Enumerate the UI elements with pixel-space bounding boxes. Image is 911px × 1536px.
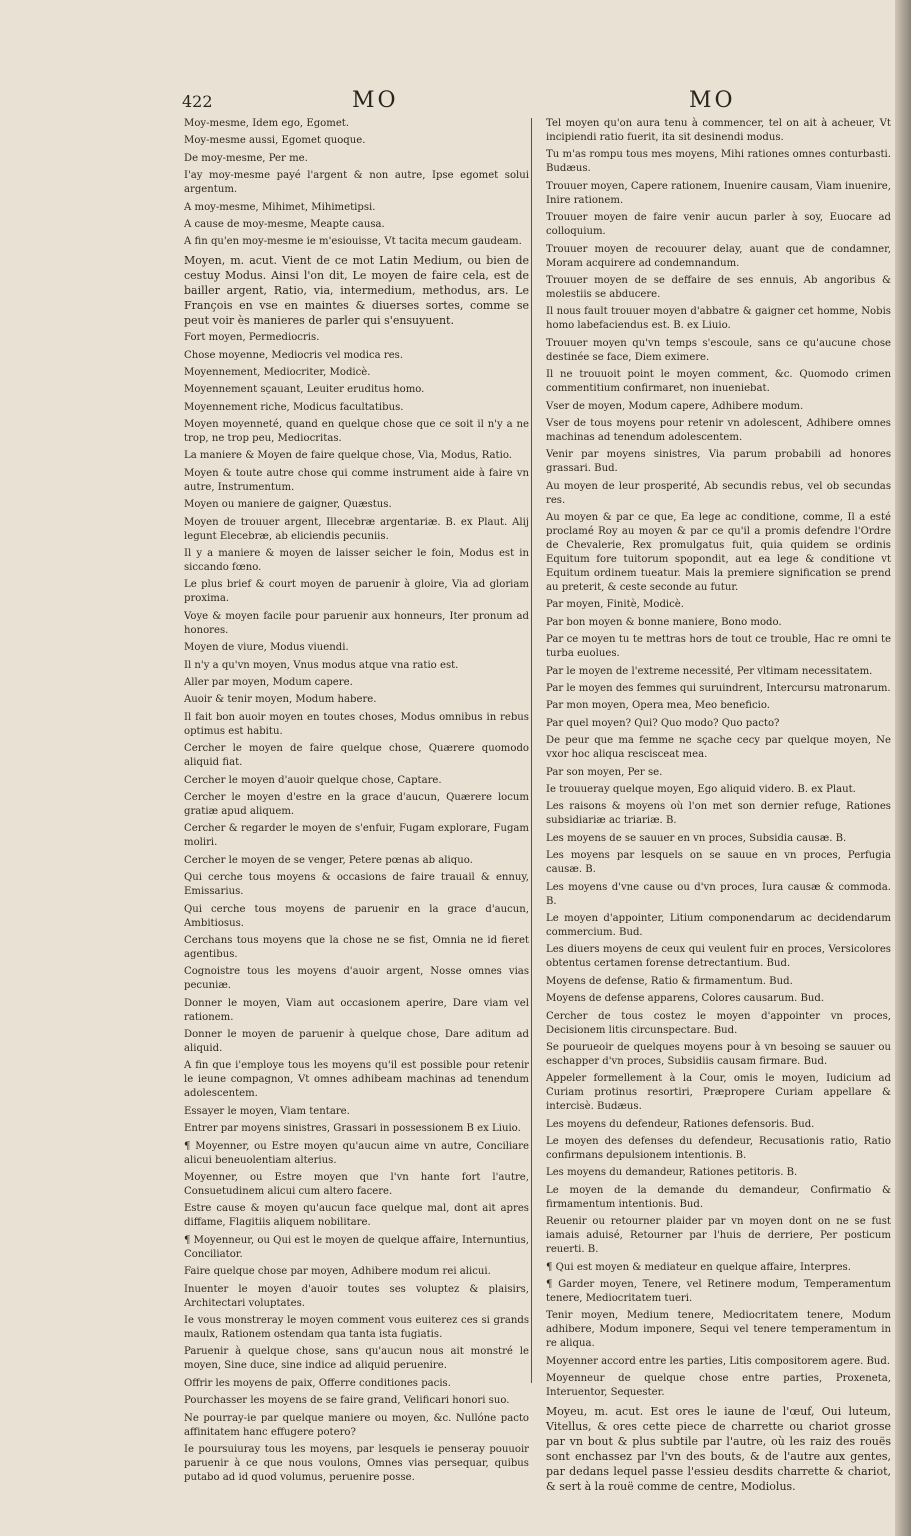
dictionary-entry: Pourchasser les moyens de se faire grand, Velificari honori suo. bbox=[184, 1395, 510, 1407]
dictionary-entry: Il fait bon auoir moyen en toutes choses, Modus omnibus in rebus optimus est habitu. bbox=[184, 711, 529, 737]
dictionary-entry: Essayer le moyen, Viam tentare. bbox=[184, 1105, 350, 1117]
dictionary-entry: Moyen moyenneté, quand en quelque chose que ce soit il n'y a ne trop, ne trop peu, Mediocritas. bbox=[184, 419, 529, 445]
dictionary-entry: Ie trouueray quelque moyen, Ego aliquid videro. B. ex Plaut. bbox=[546, 783, 856, 795]
dictionary-entry: Tenir moyen, Medium tenere, Mediocritatem tenere, Modum adhibere, Modum imponere, Sequi vel tenere temperamentum in re aliqua. bbox=[546, 1310, 891, 1350]
dictionary-entry: Moy-mesme aussi, Egomet quoque. bbox=[184, 135, 366, 147]
dictionary-entry: De peur que ma femme ne sçache cecy par quelque moyen, Ne vxor hoc aliqua rescisceat mea. bbox=[546, 735, 891, 761]
dictionary-entry: Cercher le moyen de se venger, Petere pœnas ab aliquo. bbox=[184, 854, 473, 866]
dictionary-entry: Moyen de viure, Modus viuendi. bbox=[184, 642, 349, 654]
dictionary-entry: Les moyens d'vne cause ou d'vn proces, Iura causæ & commoda. B. bbox=[546, 881, 891, 907]
dictionary-entry: Estre cause & moyen qu'aucun face quelque mal, dont ait apres diffame, Flagitiis aliquem nobilitare. bbox=[184, 1203, 529, 1229]
dictionary-entry: Le moyen de la demande du demandeur, Confirmatio & firmamentum intentionis. Bud. bbox=[546, 1184, 891, 1210]
dictionary-entry: Reuenir ou retourner plaider par vn moyen dont on ne se fust iamais aduisé, Retourner par l'huis de derriere, Per posticum reuerti. B. bbox=[546, 1216, 891, 1256]
dictionary-entry: Le moyen des defenses du defendeur, Recusationis ratio, Ratio confirmans depulsionem intentionis. B. bbox=[546, 1136, 891, 1162]
dictionary-entry: Fort moyen, Permediocris. bbox=[184, 332, 320, 344]
dictionary-entry: Les moyens du demandeur, Rationes petitoris. B. bbox=[546, 1167, 798, 1179]
dictionary-entry: Moyenneur de quelque chose entre parties, Proxeneta, Interuentor, Sequester. bbox=[546, 1373, 891, 1399]
right-column bbox=[546, 117, 891, 1497]
dictionary-entry: Trouuer moyen qu'vn temps s'escoule, sans ce qu'aucune chose destinée se face, Diem eximere. bbox=[546, 337, 891, 363]
dictionary-entry: Trouuer moyen de faire venir aucun parler à soy, Euocare ad colloquium. bbox=[546, 212, 891, 238]
dictionary-entry: Par mon moyen, Opera mea, Meo beneficio. bbox=[546, 700, 770, 712]
dictionary-entry: ¶ Moyenneur, ou Qui est le moyen de quelque affaire, Internuntius, Conciliator. bbox=[184, 1234, 529, 1260]
dictionary-entry: Qui cerche tous moyens & occasions de faire trauail & ennuy, Emissarius. bbox=[184, 872, 529, 898]
dictionary-entry: Moyen de trouuer argent, Illecebræ argentariæ. B. ex Plaut. Alij legunt Elecebræ, ab eliciendis pecuniis. bbox=[184, 516, 529, 542]
dictionary-entry: Offrir les moyens de paix, Offerre conditiones pacis. bbox=[184, 1377, 451, 1389]
dictionary-entry: Paruenir à quelque chose, sans qu'aucun nous ait monstré le moyen, Sine duce, sine indice ad aliquid peruenire. bbox=[184, 1346, 529, 1372]
dictionary-entry: A cause de moy-mesme, Meapte causa. bbox=[184, 218, 385, 230]
dictionary-entry: Moyen, m. acut. Vient de ce mot Latin Medium, ou bien de cestuy Modus. Ainsi l'on dit, Le moyen de faire cela, est de bailler argent, Ratio, via, intermedium, methodus, ars. Le François en vse en maintes & diuerses sortes, comme se peut voir ès manieres de parler qui s'ensuyuent. bbox=[184, 253, 529, 327]
dictionary-entry: Les raisons & moyens où l'on met son dernier refuge, Rationes subsidiariæ ac triariæ. B. bbox=[546, 801, 891, 827]
dictionary-entry: De moy-mesme, Per me. bbox=[184, 152, 308, 164]
running-header-left: MO bbox=[352, 88, 399, 113]
dictionary-entry: Se pourueoir de quelques moyens pour à vn besoing se sauuer ou eschapper d'vn proces, Subsidiis causam firmare. Bud. bbox=[546, 1041, 891, 1067]
dictionary-entry: Vser de moyen, Modum capere, Adhibere modum. bbox=[546, 400, 804, 412]
dictionary-entry: Cercher de tous costez le moyen d'appointer vn proces, Decisionem litis circunspectare. Bud. bbox=[546, 1010, 891, 1036]
dictionary-entry: Moyenner accord entre les parties, Litis compositorem agere. Bud. bbox=[546, 1355, 891, 1367]
dictionary-entry: Qui cerche tous moyens de paruenir en la grace d'aucun, Ambitiosus. bbox=[184, 903, 529, 929]
dictionary-entry: Il n'y a qu'vn moyen, Vnus modus atque vna ratio est. bbox=[184, 659, 459, 671]
dictionary-entry: Moyennement, Mediocriter, Modicè. bbox=[184, 366, 371, 378]
dictionary-entry: Cognoistre tous les moyens d'auoir argent, Nosse omnes vias pecuniæ. bbox=[184, 966, 529, 992]
dictionary-entry: Moyen ou maniere de gaigner, Quæstus. bbox=[184, 499, 392, 511]
dictionary-entry: Moyens de defense apparens, Colores causarum. Bud. bbox=[546, 993, 825, 1005]
dictionary-entry: Les moyens par lesquels on se sauue en vn proces, Perfugia causæ. B. bbox=[546, 850, 891, 876]
dictionary-entry: Moy-mesme, Idem ego, Egomet. bbox=[184, 118, 350, 129]
dictionary-entry: I'ay moy-mesme payé l'argent & non autre, Ipse egomet solui argentum. bbox=[184, 170, 529, 196]
dictionary-entry: Donner le moyen, Viam aut occasionem aperire, Dare viam vel rationem. bbox=[184, 997, 529, 1023]
dictionary-entry: Trouuer moyen de se deffaire de ses ennuis, Ab angoribus & molestiis se abducere. bbox=[546, 274, 891, 300]
dictionary-entry: Vser de tous moyens pour retenir vn adolescent, Adhibere omnes machinas ad tenendum adolescentem. bbox=[546, 417, 891, 443]
dictionary-entry: A moy-mesme, Mihimet, Mihimetipsi. bbox=[184, 201, 376, 213]
dictionary-entry: Par bon moyen & bonne maniere, Bono modo. bbox=[546, 616, 782, 628]
dictionary-entry: Au moyen de leur prosperité, Ab secundis rebus, vel ob secundas res. bbox=[546, 480, 891, 506]
running-header-right: MO bbox=[689, 88, 736, 113]
dictionary-entry: Cercher & regarder le moyen de s'enfuir, Fugam explorare, Fugam moliri. bbox=[184, 823, 529, 849]
dictionary-entry: Tel moyen qu'on aura tenu à commencer, tel on ait à acheuer, Vt incipiendi ratio fuerit, ita sit desinendi modus. bbox=[546, 118, 891, 143]
dictionary-entry: Cercher le moyen d'auoir quelque chose, Captare. bbox=[184, 774, 442, 786]
dictionary-entry: La maniere & Moyen de faire quelque chose, Via, Modus, Ratio. bbox=[184, 450, 512, 462]
dictionary-entry: Moyeu, m. acut. Est ores le iaune de l'œuf, Oui luteum, Vitellus, & ores cette piece de charrette ou chariot grosse par vn bout & plus subtile par l'autre, où les raiz des rouës sont enchassez par l'vn des bouts, & de l'autre aux gentes, par dedans lequel passe l'essieu desdits charrette & chariot, & sert à la rouë comme de centre, Modiolus. bbox=[546, 1404, 891, 1493]
dictionary-entry: Moyennement riche, Modicus facultatibus. bbox=[184, 401, 404, 413]
dictionary-entry: Il y a maniere & moyen de laisser seicher le foin, Modus est in siccando fœno. bbox=[184, 548, 529, 574]
left-column bbox=[184, 117, 529, 1488]
dictionary-entry: Trouuer moyen de recouurer delay, auant que de condamner, Moram acquirere ad condemnandum. bbox=[546, 243, 891, 269]
dictionary-entry: Inuenter le moyen d'auoir toutes ses voluptez & plaisirs, Architectari voluptates. bbox=[184, 1283, 529, 1309]
dictionary-entry: ¶ Qui est moyen & mediateur en quelque affaire, Interpres. bbox=[546, 1261, 851, 1273]
dictionary-entry: Les moyens du defendeur, Rationes defensoris. Bud. bbox=[546, 1118, 815, 1130]
dictionary-entry: Cercher le moyen de faire quelque chose, Quærere quomodo aliquid fiat. bbox=[184, 743, 529, 769]
dictionary-entry: Par ce moyen tu te mettras hors de tout ce trouble, Hac re omni te turba euolues. bbox=[546, 634, 891, 660]
dictionary-entry: Les diuers moyens de ceux qui veulent fuir en proces, Versicolores obtentus certamen forense detrectantium. Bud. bbox=[546, 944, 891, 970]
dictionary-entry: Par le moyen de l'extreme necessité, Per vltimam necessitatem. bbox=[546, 665, 873, 677]
dictionary-entry: Tu m'as rompu tous mes moyens, Mihi rationes omnes conturbasti. Budæus. bbox=[546, 149, 891, 175]
dictionary-entry: Ie vous monstreray le moyen comment vous euiterez ces si grands maulx, Rationem ostendam qua tanta ista fugiatis. bbox=[184, 1314, 529, 1340]
dictionary-entry: Ie poursuiuray tous les moyens, par lesquels ie penseray pouuoir paruenir à ce que nous voulons, Omnes vias persequar, quibus putabo ad id quod volumus, peruenire posse. bbox=[184, 1443, 529, 1483]
dictionary-entry: Moyens de defense, Ratio & firmamentum. Bud. bbox=[546, 975, 793, 987]
book-binding-edge bbox=[895, 0, 911, 1536]
dictionary-entry: Moyen & toute autre chose qui comme instrument aide à faire vn autre, Instrumentum. bbox=[184, 467, 529, 493]
dictionary-entry: Il nous fault trouuer moyen d'abbatre & gaigner cet homme, Nobis homo labefaciendus est. B. ex Liuio. bbox=[546, 306, 891, 332]
dictionary-entry: Par moyen, Finitè, Modicè. bbox=[546, 599, 684, 611]
dictionary-entry: Par quel moyen? Qui? Quo modo? Quo pacto? bbox=[546, 717, 780, 729]
dictionary-entry: Le moyen d'appointer, Litium componendarum ac decidendarum commercium. Bud. bbox=[546, 912, 891, 938]
dictionary-entry: Par le moyen des femmes qui suruindrent, Intercursu matronarum. bbox=[546, 683, 891, 695]
dictionary-entry: Trouuer moyen, Capere rationem, Inuenire causam, Viam inuenire, Inire rationem. bbox=[546, 180, 891, 206]
dictionary-entry: Appeler formellement à la Cour, omis le moyen, Iudicium ad Curiam protinus resortiri, Præpropere Curiam appellare & intercisè. Budæus. bbox=[546, 1073, 891, 1113]
dictionary-entry: Aller par moyen, Modum capere. bbox=[184, 676, 353, 688]
dictionary-entry: Donner le moyen de paruenir à quelque chose, Dare aditum ad aliquid. bbox=[184, 1029, 529, 1055]
dictionary-entry: ¶ Garder moyen, Tenere, vel Retinere modum, Temperamentum tenere, Mediocritatem tueri. bbox=[546, 1279, 891, 1305]
dictionary-entry: ¶ Moyenner, ou Estre moyen qu'aucun aime vn autre, Conciliare alicui beneuolentiam alterius. bbox=[184, 1140, 529, 1166]
column-divider bbox=[531, 118, 532, 1383]
dictionary-entry: Au moyen & par ce que, Ea lege ac conditione, comme, Il a esté proclamé Roy au moyen & par ce qu'il a promis defendre l'Ordre de Chevalerie, Rex promulgatus fuit, quia quidem se ordinis Equitum fore tuitorum spopondit, aut ea lege & conditione vt Equitum ordinem tueatur. Mais la premiere signification se prend au preterit, & ceste seconde au futur. bbox=[546, 512, 891, 594]
dictionary-entry: Auoir & tenir moyen, Modum habere. bbox=[184, 694, 377, 706]
dictionary-entry: Cerchans tous moyens que la chose ne se fist, Omnia ne id fieret agentibus. bbox=[184, 934, 529, 960]
dictionary-entry: Moyenner, ou Estre moyen que l'vn hante fort l'autre, Consuetudinem alicui cum altero facere. bbox=[184, 1172, 529, 1198]
dictionary-entry: Chose moyenne, Mediocris vel modica res. bbox=[184, 349, 404, 361]
dictionary-entry: Faire quelque chose par moyen, Adhibere modum rei alicui. bbox=[184, 1266, 491, 1278]
dictionary-entry: Le plus brief & court moyen de paruenir à gloire, Via ad gloriam proxima. bbox=[184, 579, 529, 605]
dictionary-entry: Ne pourray-ie par quelque maniere ou moyen, &c. Nullóne pacto affinitatem hanc effugere potero? bbox=[184, 1412, 529, 1438]
page-number: 422 bbox=[182, 92, 213, 111]
dictionary-entry: A fin que i'employe tous les moyens qu'il est possible pour retenir le ieune compagnon, Vt omnes adhibeam machinas ad tenendum adolescentem. bbox=[184, 1060, 529, 1100]
dictionary-entry: Les moyens de se sauuer en vn proces, Subsidia causæ. B. bbox=[546, 832, 847, 844]
dictionary-entry: Par son moyen, Per se. bbox=[546, 766, 663, 778]
dictionary-entry: Voye & moyen facile pour paruenir aux honneurs, Iter pronum ad honores. bbox=[184, 610, 529, 636]
dictionary-entry: Venir par moyens sinistres, Via parum probabili ad honores grassari. Bud. bbox=[546, 449, 891, 475]
dictionary-entry: Moyennement sçauant, Leuiter eruditus homo. bbox=[184, 384, 425, 396]
dictionary-entry: Cercher le moyen d'estre en la grace d'aucun, Quærere locum gratiæ apud aliquem. bbox=[184, 791, 529, 817]
dictionary-entry: A fin qu'en moy-mesme ie m'esiouisse, Vt tacita mecum gaudeam. bbox=[184, 236, 522, 248]
dictionary-entry: Entrer par moyens sinistres, Grassari in possessionem B ex Liuio. bbox=[184, 1123, 521, 1135]
dictionary-entry: Il ne trouuoit point le moyen comment, &c. Quomodo crimen commentitium confirmaret, non inueniebat. bbox=[546, 369, 891, 395]
